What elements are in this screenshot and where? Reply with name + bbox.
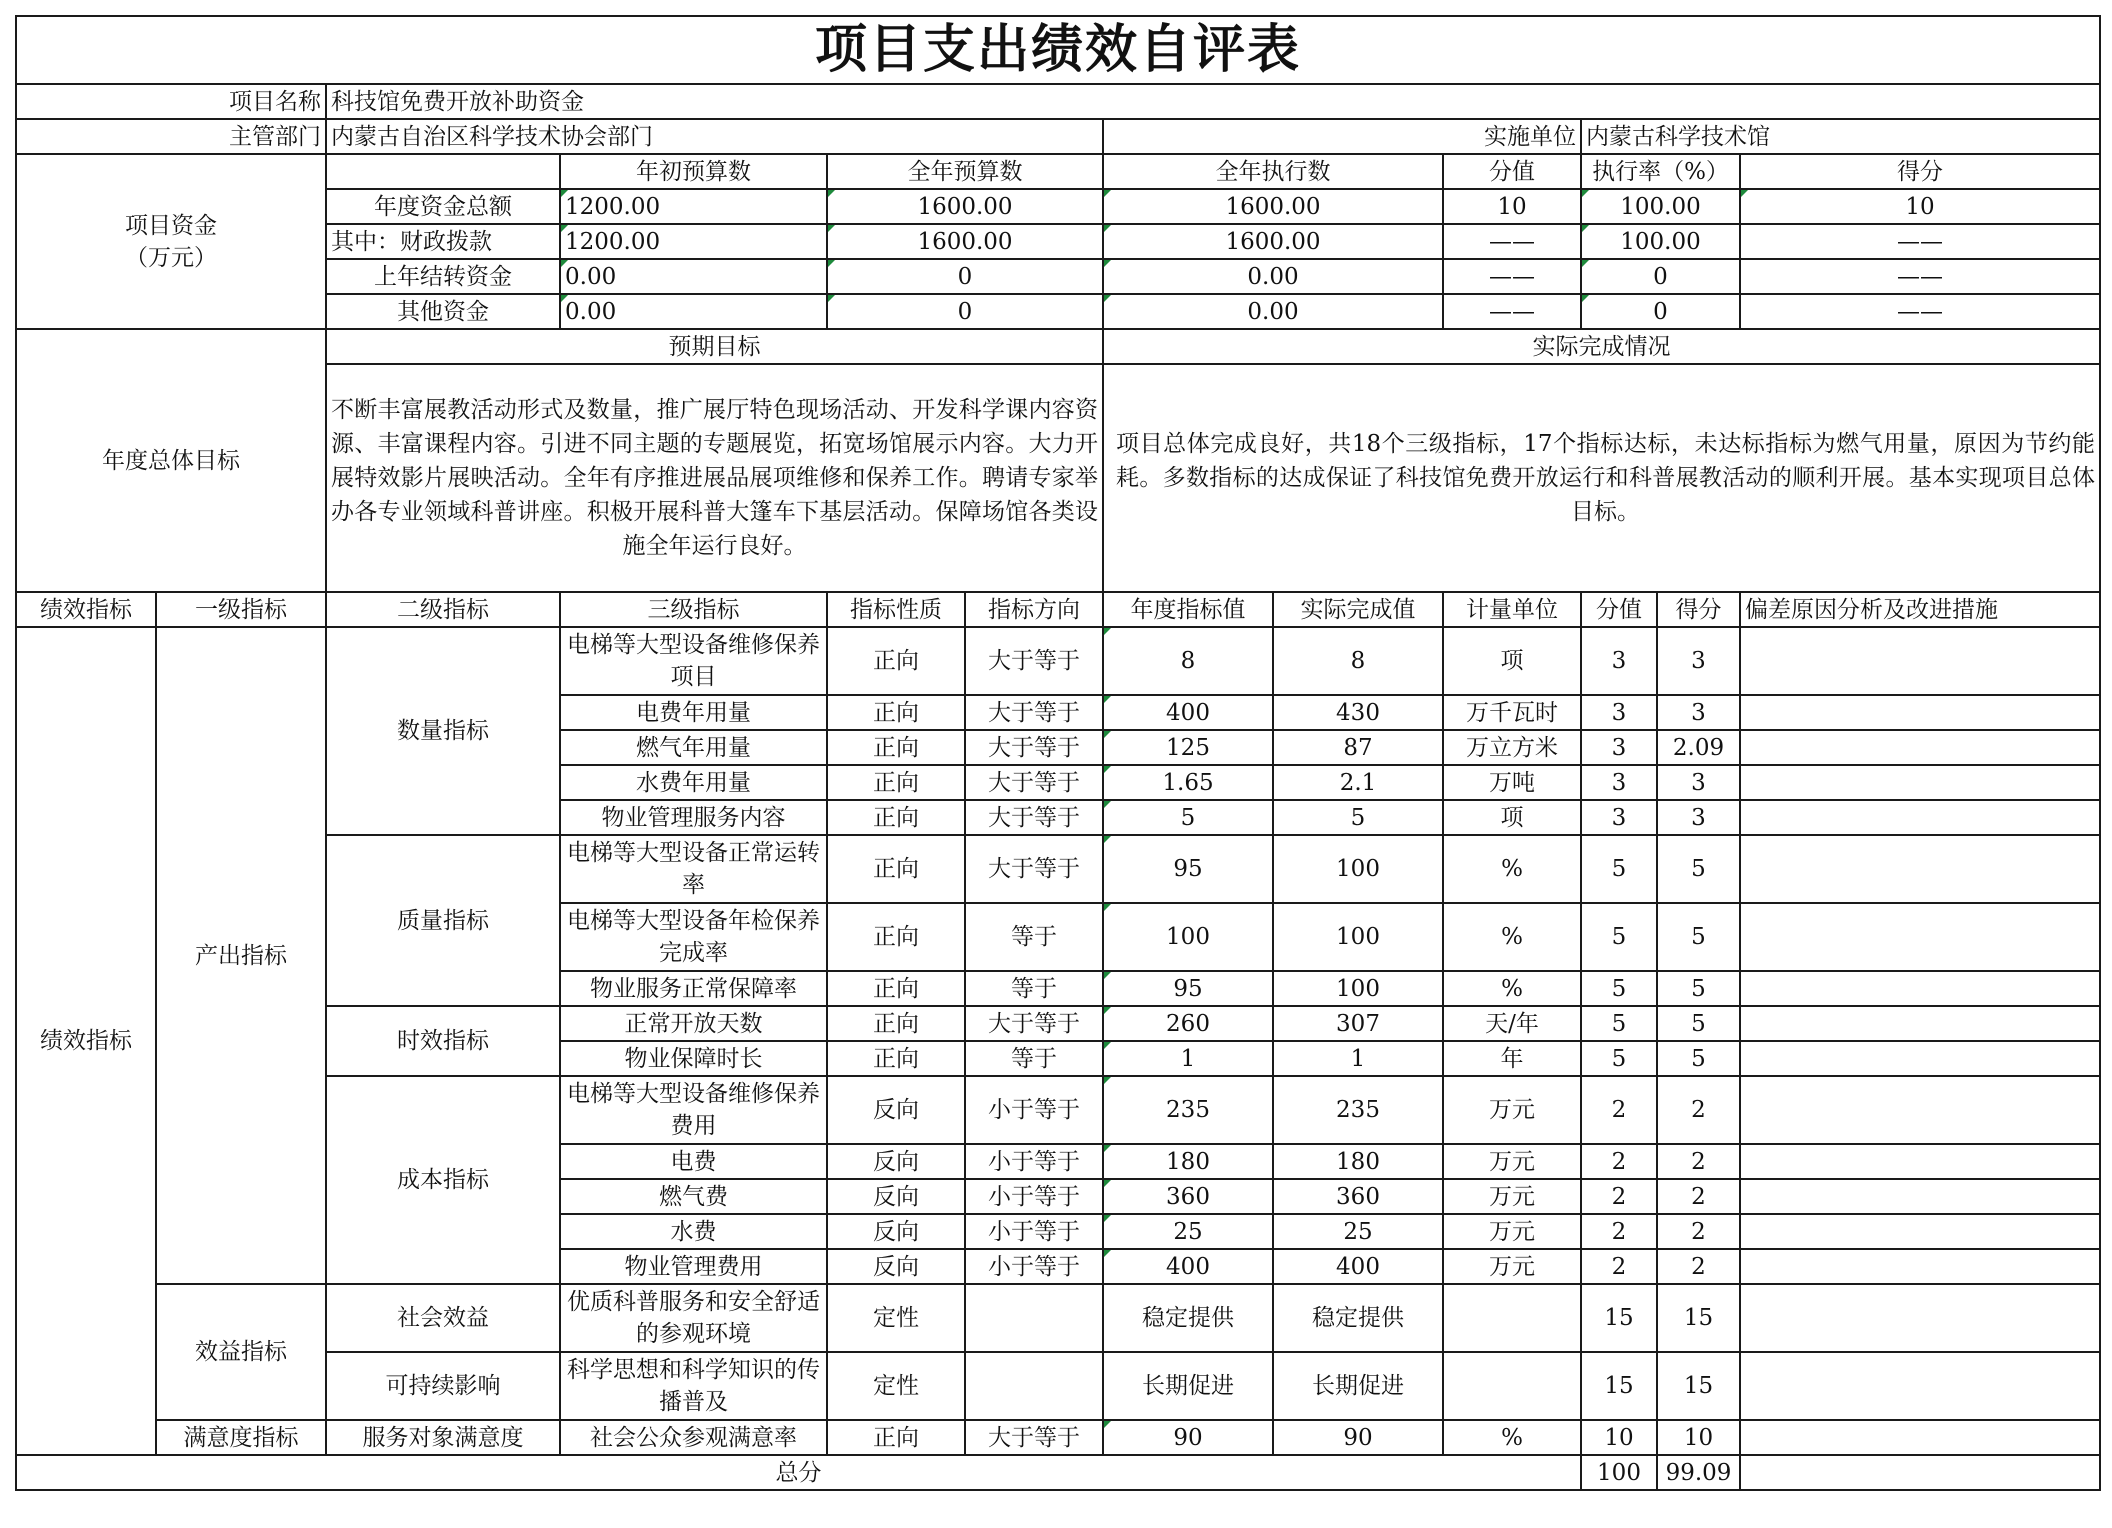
funds-label: [16, 154, 326, 329]
funds-row-score-value[interactable]: ——: [1443, 224, 1581, 259]
funds-header-score-value: 分值: [1443, 154, 1581, 189]
indicator-unit[interactable]: 项: [1443, 627, 1581, 695]
funds-row-executed[interactable]: 1600.00: [1103, 189, 1443, 224]
indicator-nature[interactable]: 定性: [827, 1284, 965, 1352]
indicator-analysis[interactable]: [1740, 1041, 2100, 1076]
indicator-weight[interactable]: 15: [1581, 1352, 1657, 1420]
indicator-unit[interactable]: 万千瓦时: [1443, 695, 1581, 730]
funds-row-annual[interactable]: 1600.00: [827, 189, 1103, 224]
indicator-actual[interactable]: 1: [1273, 1041, 1443, 1076]
total-weight[interactable]: 100: [1581, 1455, 1657, 1490]
indicator-score[interactable]: 2: [1657, 1144, 1740, 1179]
indicator-name: 电费: [560, 1144, 827, 1179]
level2-sustainable: 可持续影响: [326, 1352, 560, 1420]
indicator-target[interactable]: 180: [1103, 1144, 1273, 1179]
funds-label-line2: （万元）: [125, 244, 217, 271]
indicator-unit[interactable]: 万元: [1443, 1249, 1581, 1284]
level2-quality: 质量指标: [326, 835, 560, 1006]
funds-row-score[interactable]: 10: [1740, 189, 2100, 224]
indicator-nature[interactable]: 正向: [827, 627, 965, 695]
indicator-target[interactable]: 25: [1103, 1214, 1273, 1249]
indicator-score[interactable]: 15: [1657, 1352, 1740, 1420]
dept-value[interactable]: 内蒙古自治区科学技术协会部门: [326, 119, 1103, 154]
indicator-nature[interactable]: 正向: [827, 835, 965, 903]
indicator-nature[interactable]: 反向: [827, 1076, 965, 1144]
indicator-unit[interactable]: 万元: [1443, 1144, 1581, 1179]
indicator-name: 物业管理服务内容: [560, 800, 827, 835]
indicator-direction[interactable]: 小于等于: [965, 1076, 1103, 1144]
indicator-target[interactable]: 90: [1103, 1420, 1273, 1455]
expected-goal-header: 预期目标: [326, 329, 1103, 364]
ind-header-weight: 分值: [1581, 592, 1657, 627]
indicator-direction[interactable]: 大于等于: [965, 1006, 1103, 1041]
indicator-weight[interactable]: 3: [1581, 730, 1657, 765]
funds-row-score[interactable]: ——: [1740, 294, 2100, 329]
indicator-weight[interactable]: 2: [1581, 1214, 1657, 1249]
indicator-nature[interactable]: 正向: [827, 695, 965, 730]
level1-satisfaction: 满意度指标: [156, 1420, 326, 1455]
indicator-nature[interactable]: 正向: [827, 1006, 965, 1041]
indicator-score[interactable]: 2: [1657, 1214, 1740, 1249]
dept-label: 主管部门: [16, 119, 326, 154]
sheet-title: 项目支出绩效自评表: [16, 16, 2100, 84]
indicator-direction[interactable]: 大于等于: [965, 1420, 1103, 1455]
indicator-name: 电梯等大型设备正常运转率: [560, 835, 827, 903]
indicator-actual[interactable]: 25: [1273, 1214, 1443, 1249]
indicator-direction[interactable]: 大于等于: [965, 765, 1103, 800]
unit-label: 实施单位: [1103, 119, 1581, 154]
ind-header-level1: 一级指标: [156, 592, 326, 627]
indicator-score[interactable]: 5: [1657, 971, 1740, 1006]
indicator-actual[interactable]: 180: [1273, 1144, 1443, 1179]
funds-header-blank: [326, 154, 560, 189]
ind-header-nature: 指标性质: [827, 592, 965, 627]
level1-output: 产出指标: [156, 627, 326, 1284]
evaluation-table: [15, 15, 2101, 1491]
indicator-score[interactable]: 3: [1657, 765, 1740, 800]
indicator-analysis[interactable]: [1740, 1179, 2100, 1214]
indicator-target[interactable]: 1: [1103, 1041, 1273, 1076]
funds-header-rate: 执行率（%）: [1581, 154, 1740, 189]
indicator-nature[interactable]: 正向: [827, 903, 965, 971]
ind-header-level3: 三级指标: [560, 592, 827, 627]
indicator-unit[interactable]: %: [1443, 835, 1581, 903]
indicator-analysis[interactable]: [1740, 1420, 2100, 1455]
indicator-name: 正常开放天数: [560, 1006, 827, 1041]
indicator-nature[interactable]: 定性: [827, 1352, 965, 1420]
funds-row-rate[interactable]: 0: [1581, 294, 1740, 329]
level2-timeliness: 时效指标: [326, 1006, 560, 1076]
indicator-actual[interactable]: 2.1: [1273, 765, 1443, 800]
indicator-name: 社会公众参观满意率: [560, 1420, 827, 1455]
level2-quantity: 数量指标: [326, 627, 560, 835]
indicator-actual[interactable]: 100: [1273, 971, 1443, 1006]
funds-row-label: 其他资金: [326, 294, 560, 329]
funds-row-initial[interactable]: 1200.00: [560, 189, 827, 224]
indicator-target[interactable]: 95: [1103, 971, 1273, 1006]
indicator-target[interactable]: 8: [1103, 627, 1273, 695]
funds-row-annual[interactable]: 1600.00: [827, 224, 1103, 259]
funds-row-label: 上年结转资金: [326, 259, 560, 294]
indicator-unit[interactable]: 天/年: [1443, 1006, 1581, 1041]
indicator-target[interactable]: 400: [1103, 1249, 1273, 1284]
indicator-score[interactable]: 5: [1657, 1006, 1740, 1041]
indicator-score[interactable]: 10: [1657, 1420, 1740, 1455]
indicator-target[interactable]: 235: [1103, 1076, 1273, 1144]
funds-row-annual[interactable]: 0: [827, 259, 1103, 294]
annual-goal-label: 年度总体目标: [16, 329, 326, 592]
ind-header-target: 年度指标值: [1103, 592, 1273, 627]
indicator-weight[interactable]: 2: [1581, 1179, 1657, 1214]
indicator-direction[interactable]: 大于等于: [965, 627, 1103, 695]
indicator-nature[interactable]: 反向: [827, 1214, 965, 1249]
funds-row-initial[interactable]: 1200.00: [560, 224, 827, 259]
level1-benefit: 效益指标: [156, 1284, 326, 1420]
category-cell: 绩效指标: [16, 627, 156, 1455]
indicator-score[interactable]: 3: [1657, 627, 1740, 695]
indicator-direction[interactable]: 大于等于: [965, 800, 1103, 835]
indicator-unit[interactable]: 万元: [1443, 1076, 1581, 1144]
indicator-weight[interactable]: 5: [1581, 1006, 1657, 1041]
indicator-nature[interactable]: 正向: [827, 800, 965, 835]
indicator-score[interactable]: 2: [1657, 1249, 1740, 1284]
indicator-weight[interactable]: 15: [1581, 1284, 1657, 1352]
indicator-name: 物业保障时长: [560, 1041, 827, 1076]
indicator-weight[interactable]: 2: [1581, 1076, 1657, 1144]
actual-result-text[interactable]: 项目总体完成良好，共18个三级指标，17个指标达标，未达标指标为燃气用量，原因为节约能耗。多数指标的达成保证了科技馆免费开放运行和科普展教活动的顺利开展。基本实现项目总体目标。: [1103, 364, 2100, 592]
ind-header-category: 绩效指标: [16, 592, 156, 627]
indicator-unit[interactable]: 项: [1443, 800, 1581, 835]
indicator-direction[interactable]: 等于: [965, 903, 1103, 971]
indicator-unit[interactable]: [1443, 1284, 1581, 1352]
indicator-actual[interactable]: 稳定提供: [1273, 1284, 1443, 1352]
funds-row-rate[interactable]: 100.00: [1581, 224, 1740, 259]
indicator-score[interactable]: 2.09: [1657, 730, 1740, 765]
funds-header-score: 得分: [1740, 154, 2100, 189]
indicator-nature[interactable]: 反向: [827, 1249, 965, 1284]
indicator-actual[interactable]: 235: [1273, 1076, 1443, 1144]
indicator-score[interactable]: 3: [1657, 800, 1740, 835]
indicator-weight[interactable]: 3: [1581, 627, 1657, 695]
indicator-direction[interactable]: 小于等于: [965, 1144, 1103, 1179]
total-label: 总分: [16, 1455, 1581, 1490]
indicator-weight[interactable]: 5: [1581, 1041, 1657, 1076]
indicator-weight[interactable]: 5: [1581, 835, 1657, 903]
indicator-name: 电费年用量: [560, 695, 827, 730]
indicator-direction[interactable]: 大于等于: [965, 695, 1103, 730]
indicator-nature[interactable]: 正向: [827, 730, 965, 765]
indicator-score[interactable]: 5: [1657, 1041, 1740, 1076]
indicator-score[interactable]: 2: [1657, 1076, 1740, 1144]
indicator-actual[interactable]: 长期促进: [1273, 1352, 1443, 1420]
indicator-actual[interactable]: 8: [1273, 627, 1443, 695]
ind-header-analysis: 偏差原因分析及改进措施: [1740, 592, 2100, 627]
indicator-analysis[interactable]: [1740, 730, 2100, 765]
funds-row-initial[interactable]: 0.00: [560, 294, 827, 329]
indicator-nature[interactable]: 正向: [827, 1041, 965, 1076]
indicator-nature[interactable]: 正向: [827, 971, 965, 1006]
indicator-actual[interactable]: 307: [1273, 1006, 1443, 1041]
indicator-direction[interactable]: 小于等于: [965, 1214, 1103, 1249]
funds-row-score-value[interactable]: 10: [1443, 189, 1581, 224]
ind-header-unit: 计量单位: [1443, 592, 1581, 627]
funds-row-score-value[interactable]: ——: [1443, 294, 1581, 329]
indicator-unit[interactable]: %: [1443, 1420, 1581, 1455]
funds-row-rate[interactable]: 100.00: [1581, 189, 1740, 224]
indicator-unit[interactable]: [1443, 1352, 1581, 1420]
indicator-target[interactable]: 5: [1103, 800, 1273, 835]
funds-header-executed: 全年执行数: [1103, 154, 1443, 189]
project-name-value[interactable]: 科技馆免费开放补助资金: [326, 84, 2100, 119]
indicator-name: 电梯等大型设备维修保养费用: [560, 1076, 827, 1144]
indicator-name: 燃气费: [560, 1179, 827, 1214]
indicator-target[interactable]: 长期促进: [1103, 1352, 1273, 1420]
indicator-actual[interactable]: 360: [1273, 1179, 1443, 1214]
indicator-analysis[interactable]: [1740, 800, 2100, 835]
total-analysis[interactable]: [1740, 1455, 2100, 1490]
indicator-weight[interactable]: 2: [1581, 1249, 1657, 1284]
level2-service: 服务对象满意度: [326, 1420, 560, 1455]
project-name-label: 项目名称: [16, 84, 326, 119]
indicator-unit[interactable]: 万立方米: [1443, 730, 1581, 765]
indicator-direction[interactable]: 大于等于: [965, 835, 1103, 903]
indicator-unit[interactable]: %: [1443, 971, 1581, 1006]
funds-header-initial: 年初预算数: [560, 154, 827, 189]
indicator-weight[interactable]: 5: [1581, 903, 1657, 971]
indicator-actual[interactable]: 430: [1273, 695, 1443, 730]
indicator-score[interactable]: 5: [1657, 835, 1740, 903]
indicator-weight[interactable]: 3: [1581, 800, 1657, 835]
expected-goal-text[interactable]: 不断丰富展教活动形式及数量，推广展厅特色现场活动、开发科学课内容资源、丰富课程内容。引进不同主题的专题展览，拓宽场馆展示内容。大力开展特效影片展映活动。全年有序推进展品展项维修和保养工作。聘请专家举办各专业领域科普讲座。积极开展科普大篷车下基层活动。保障场馆各类设施全年运行良好。: [326, 364, 1103, 592]
funds-label-line1: 项目资金: [125, 212, 217, 239]
indicator-name: 优质科普服务和安全舒适的参观环境: [560, 1284, 827, 1352]
indicator-analysis[interactable]: [1740, 903, 2100, 971]
indicator-direction[interactable]: 等于: [965, 971, 1103, 1006]
indicator-name: 科学思想和科学知识的传播普及: [560, 1352, 827, 1420]
indicator-analysis[interactable]: [1740, 1076, 2100, 1144]
indicator-unit[interactable]: 万元: [1443, 1179, 1581, 1214]
indicator-name: 水费: [560, 1214, 827, 1249]
indicator-actual[interactable]: 90: [1273, 1420, 1443, 1455]
indicator-analysis[interactable]: [1740, 1284, 2100, 1352]
ind-header-actual: 实际完成值: [1273, 592, 1443, 627]
indicator-direction[interactable]: 等于: [965, 1041, 1103, 1076]
indicator-analysis[interactable]: [1740, 971, 2100, 1006]
indicator-target[interactable]: 125: [1103, 730, 1273, 765]
indicator-actual[interactable]: 87: [1273, 730, 1443, 765]
funds-row-executed[interactable]: 0.00: [1103, 294, 1443, 329]
indicator-analysis[interactable]: [1740, 695, 2100, 730]
indicator-unit[interactable]: 万吨: [1443, 765, 1581, 800]
indicator-target[interactable]: 95: [1103, 835, 1273, 903]
total-score[interactable]: 99.09: [1657, 1455, 1740, 1490]
indicator-weight[interactable]: 10: [1581, 1420, 1657, 1455]
funds-row-score[interactable]: ——: [1740, 224, 2100, 259]
indicator-analysis[interactable]: [1740, 835, 2100, 903]
indicator-actual[interactable]: 5: [1273, 800, 1443, 835]
funds-row-label: 年度资金总额: [326, 189, 560, 224]
indicator-direction[interactable]: 小于等于: [965, 1249, 1103, 1284]
level2-cost: 成本指标: [326, 1076, 560, 1284]
indicator-actual[interactable]: 100: [1273, 835, 1443, 903]
indicator-name: 水费年用量: [560, 765, 827, 800]
funds-row-executed[interactable]: 0.00: [1103, 259, 1443, 294]
indicator-target[interactable]: 100: [1103, 903, 1273, 971]
funds-row-initial[interactable]: 0.00: [560, 259, 827, 294]
indicator-analysis[interactable]: [1740, 765, 2100, 800]
indicator-weight[interactable]: 2: [1581, 1144, 1657, 1179]
indicator-name: 电梯等大型设备年检保养完成率: [560, 903, 827, 971]
indicator-analysis[interactable]: [1740, 1214, 2100, 1249]
indicator-analysis[interactable]: [1740, 1006, 2100, 1041]
indicator-name: 燃气年用量: [560, 730, 827, 765]
indicator-direction[interactable]: 大于等于: [965, 730, 1103, 765]
funds-row-rate[interactable]: 0: [1581, 259, 1740, 294]
indicator-analysis[interactable]: [1740, 1249, 2100, 1284]
indicator-weight[interactable]: 3: [1581, 695, 1657, 730]
funds-row-score-value[interactable]: ——: [1443, 259, 1581, 294]
funds-header-annual: 全年预算数: [827, 154, 1103, 189]
indicator-nature[interactable]: 正向: [827, 1420, 965, 1455]
indicator-nature[interactable]: 反向: [827, 1144, 965, 1179]
indicator-unit[interactable]: 万元: [1443, 1214, 1581, 1249]
funds-row-label: 其中：财政拨款: [326, 224, 560, 259]
indicator-unit[interactable]: 年: [1443, 1041, 1581, 1076]
indicator-direction[interactable]: 小于等于: [965, 1179, 1103, 1214]
indicator-actual[interactable]: 100: [1273, 903, 1443, 971]
indicator-analysis[interactable]: [1740, 627, 2100, 695]
indicator-target[interactable]: 360: [1103, 1179, 1273, 1214]
indicator-name: 电梯等大型设备维修保养项目: [560, 627, 827, 695]
indicator-target[interactable]: 1.65: [1103, 765, 1273, 800]
funds-row-annual[interactable]: 0: [827, 294, 1103, 329]
performance-self-evaluation-sheet: [15, 15, 2101, 1491]
indicator-weight[interactable]: 3: [1581, 765, 1657, 800]
ind-header-score: 得分: [1657, 592, 1740, 627]
indicator-analysis[interactable]: [1740, 1144, 2100, 1179]
indicator-actual[interactable]: 400: [1273, 1249, 1443, 1284]
indicator-nature[interactable]: 反向: [827, 1179, 965, 1214]
unit-value[interactable]: 内蒙古科学技术馆: [1581, 119, 2100, 154]
ind-header-level2: 二级指标: [326, 592, 560, 627]
indicator-target[interactable]: 260: [1103, 1006, 1273, 1041]
funds-row-score[interactable]: ——: [1740, 259, 2100, 294]
indicator-score[interactable]: 2: [1657, 1179, 1740, 1214]
indicator-weight[interactable]: 5: [1581, 971, 1657, 1006]
indicator-analysis[interactable]: [1740, 1352, 2100, 1420]
level2-social: 社会效益: [326, 1284, 560, 1352]
indicator-direction[interactable]: [965, 1352, 1103, 1420]
indicator-direction[interactable]: [965, 1284, 1103, 1352]
actual-result-header: 实际完成情况: [1103, 329, 2100, 364]
indicator-target[interactable]: 稳定提供: [1103, 1284, 1273, 1352]
indicator-score[interactable]: 3: [1657, 695, 1740, 730]
indicator-unit[interactable]: %: [1443, 903, 1581, 971]
indicator-score[interactable]: 15: [1657, 1284, 1740, 1352]
indicator-nature[interactable]: 正向: [827, 765, 965, 800]
funds-row-executed[interactable]: 1600.00: [1103, 224, 1443, 259]
indicator-name: 物业服务正常保障率: [560, 971, 827, 1006]
indicator-target[interactable]: 400: [1103, 695, 1273, 730]
indicator-score[interactable]: 5: [1657, 903, 1740, 971]
ind-header-direction: 指标方向: [965, 592, 1103, 627]
indicator-name: 物业管理费用: [560, 1249, 827, 1284]
